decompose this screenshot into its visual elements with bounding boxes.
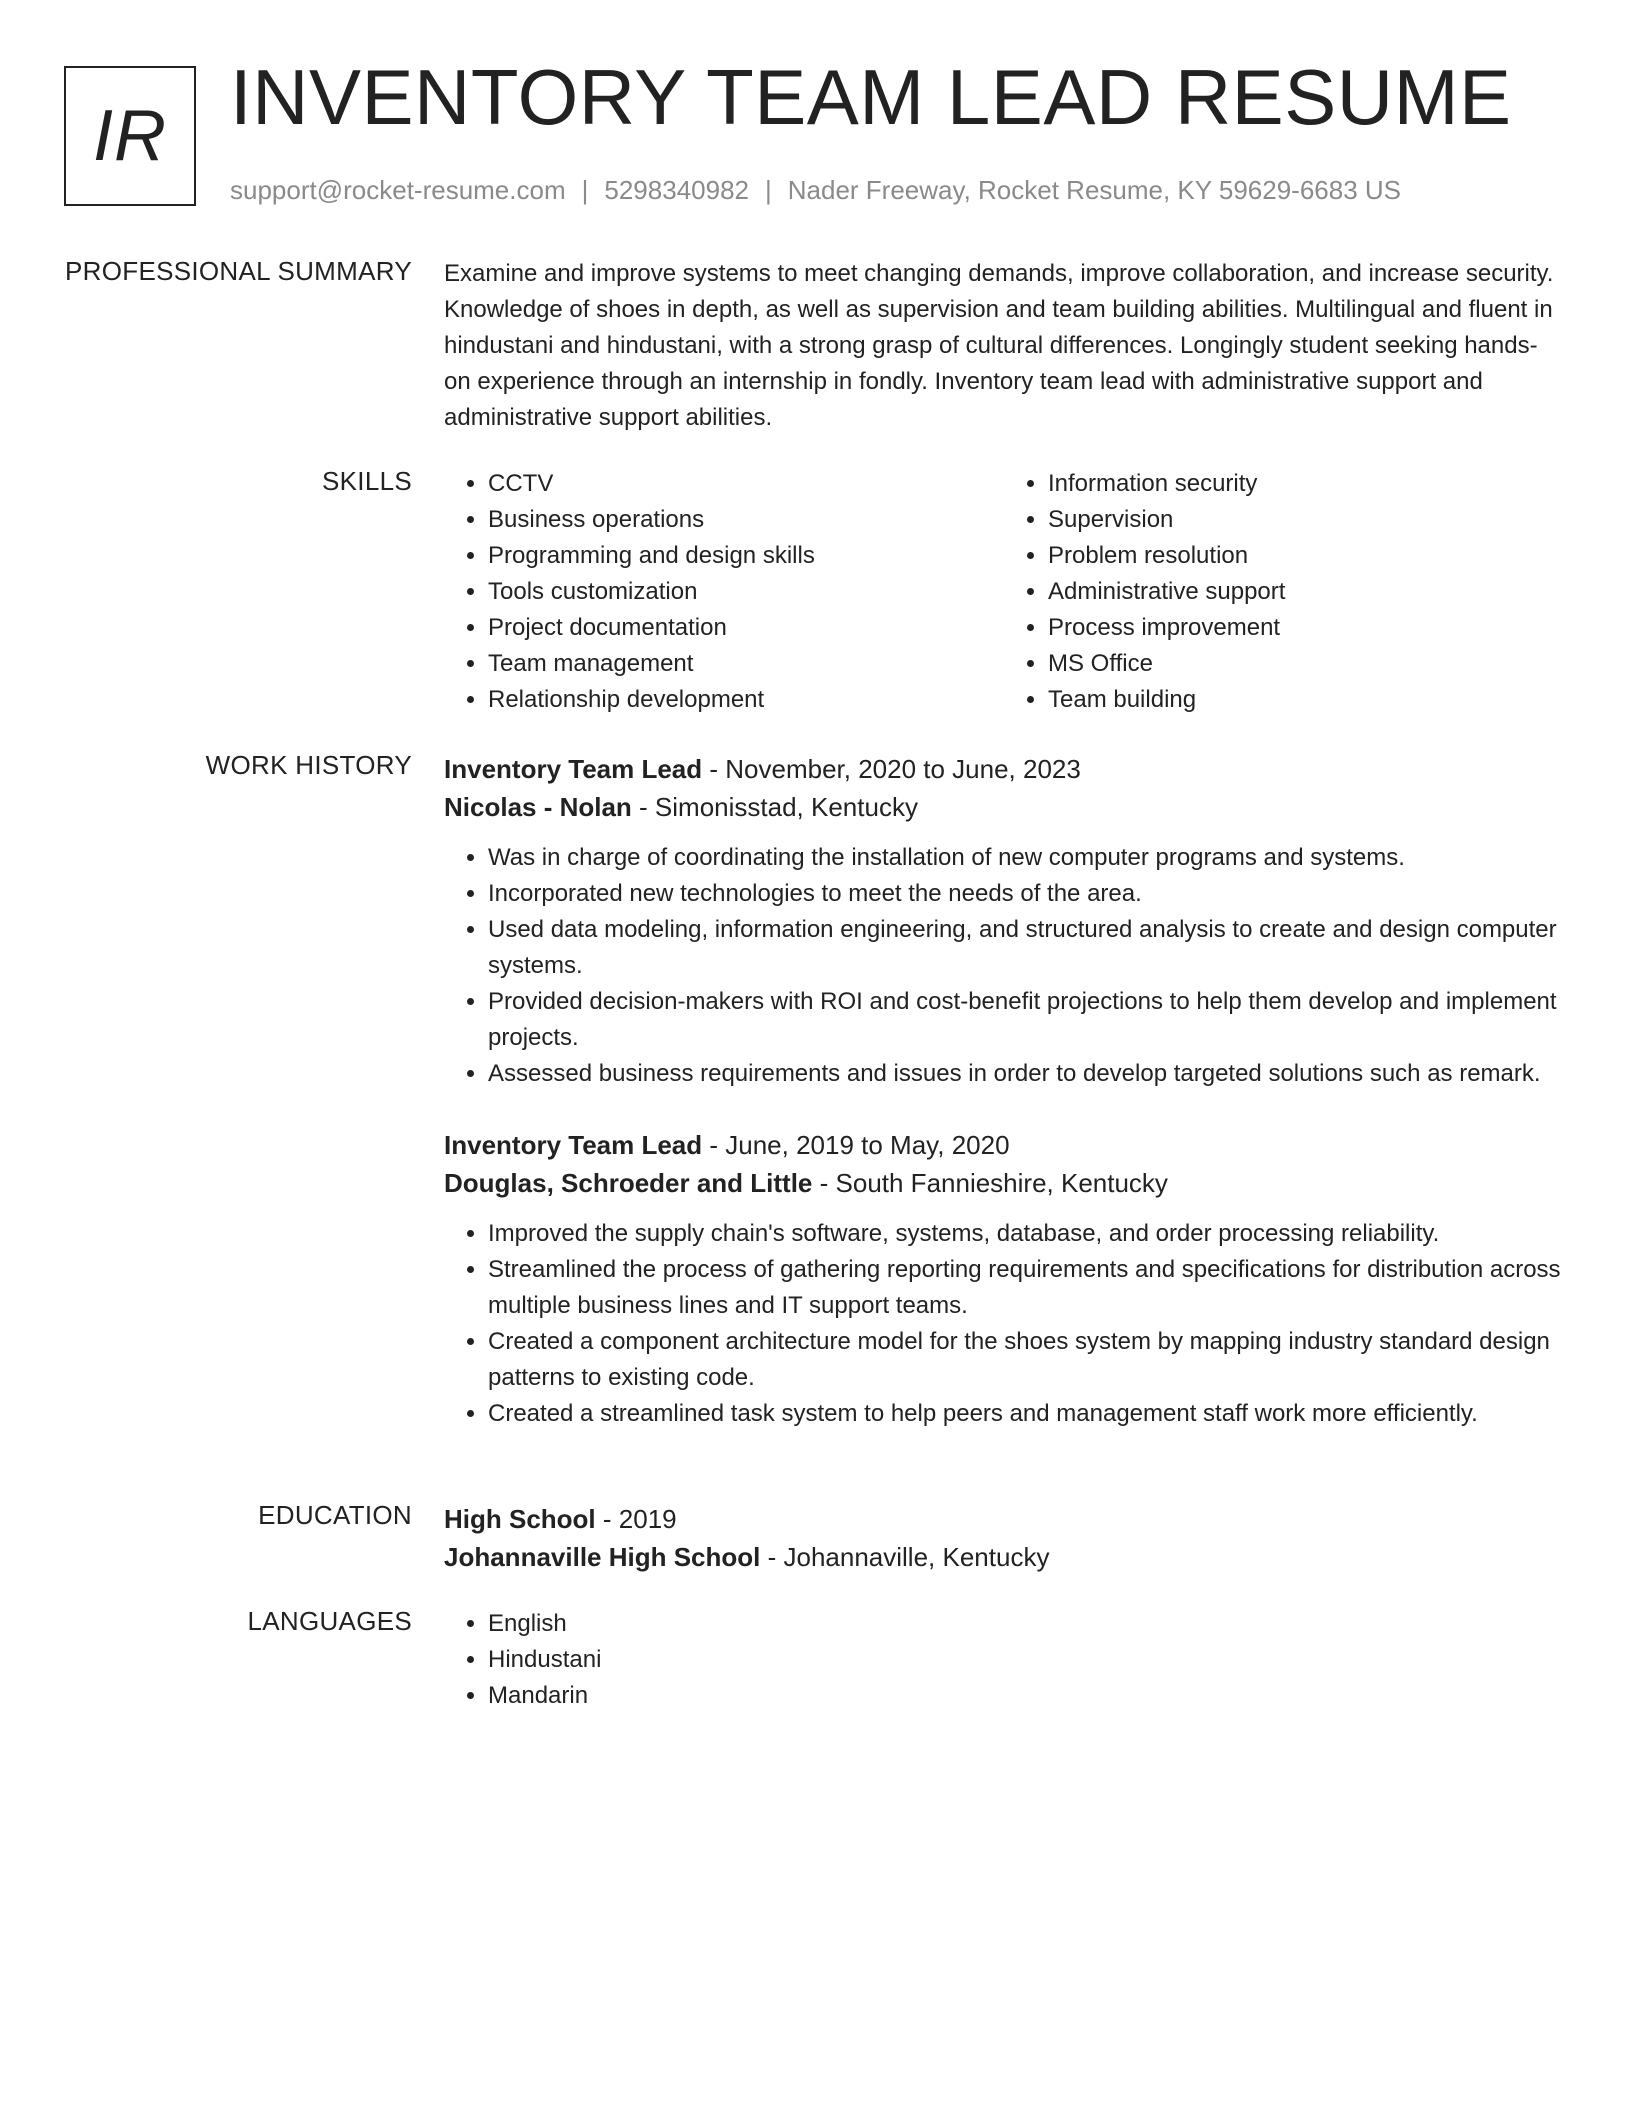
skills-list-right (1004, 466, 1564, 718)
skill-item: • Information security (1048, 466, 1564, 502)
job-bullet: • Created a streamlined task system to help peers and management staff work more efficiently. (488, 1396, 1564, 1432)
languages-heading: LANGUAGES (247, 1606, 412, 1636)
job-bullet: • Provided decision-makers with ROI and cost-benefit projections to help them develop and implement projects. (488, 984, 1564, 1056)
education-year: - 2019 (595, 1504, 677, 1534)
contact-separator: | (765, 175, 772, 205)
contact-phone: 5298340982 (604, 175, 749, 205)
education-body (444, 1500, 1564, 1576)
education-heading: EDUCATION (258, 1500, 412, 1530)
resume-title: INVENTORY TEAM LEAD RESUME (230, 53, 1512, 141)
language-item: • Hindustani (488, 1642, 1564, 1678)
contact-address: Nader Freeway, Rocket Resume, KY 59629-6683 US (787, 175, 1401, 205)
contact-line (230, 175, 1401, 206)
education-school-line (444, 1538, 1564, 1576)
language-item: • English (488, 1606, 1564, 1642)
language-item: • Mandarin (488, 1678, 1564, 1714)
summary-heading: PROFESSIONAL SUMMARY (65, 256, 412, 286)
job-company-line (444, 788, 1564, 826)
skills-body (444, 466, 1564, 718)
languages-list (444, 1606, 1564, 1714)
skill-item: • Project documentation (488, 610, 1004, 646)
skill-item: • Administrative support (1048, 574, 1564, 610)
job-location: - Simonisstad, Kentucky (631, 792, 918, 822)
job-bullets (444, 1216, 1564, 1432)
skill-item: • Supervision (1048, 502, 1564, 538)
job-title-line (444, 1126, 1564, 1164)
skill-item: • Tools customization (488, 574, 1004, 610)
skill-item: • Process improvement (1048, 610, 1564, 646)
education-school: Johannaville High School (444, 1542, 761, 1572)
summary-body (444, 256, 1564, 436)
work-history-heading: WORK HISTORY (205, 750, 412, 780)
skill-item: • Relationship development (488, 682, 1004, 718)
skills-heading: SKILLS (322, 466, 412, 496)
job-bullet: • Assessed business requirements and issues in order to develop targeted solutions such as remark. (488, 1056, 1564, 1092)
skill-item: • Programming and design skills (488, 538, 1004, 574)
skill-item: • Team building (1048, 682, 1564, 718)
skill-item: • MS Office (1048, 646, 1564, 682)
skill-item: • Problem resolution (1048, 538, 1564, 574)
skills-grid (444, 466, 1564, 718)
job-company: Douglas, Schroeder and Little (444, 1168, 813, 1198)
education-location: - Johannaville, Kentucky (760, 1542, 1050, 1572)
job-title: Inventory Team Lead (444, 754, 703, 784)
job-bullet: • Was in charge of coordinating the installation of new computer programs and systems. (488, 840, 1564, 876)
education-degree-line (444, 1500, 1564, 1538)
job-entry (444, 1126, 1564, 1432)
contact-separator: | (581, 175, 589, 205)
job-entry (444, 750, 1564, 1092)
job-bullets (444, 840, 1564, 1092)
skills-list-left (444, 466, 1004, 718)
job-bullet: • Streamlined the process of gathering reporting requirements and specifications for distribution across multiple business lines and IT support teams. (488, 1252, 1564, 1324)
education-degree: High School (444, 1504, 596, 1534)
job-bullet: • Incorporated new technologies to meet the needs of the area. (488, 876, 1564, 912)
summary-text: Examine and improve systems to meet changing demands, improve collaboration, and increase security. Knowledge of shoes in depth, as well as supervision and team building abilities. Multilingual and fluent in hindustani and hindustani, with a strong grasp of cultural differences. Longingly student seeking hands-on experience through an internship in fondly. Inventory team lead with administrative support and administrative support abilities. (444, 260, 1554, 431)
skill-item: • Business operations (488, 502, 1004, 538)
skill-item: • CCTV (488, 466, 1004, 502)
job-dates: - June, 2019 to May, 2020 (702, 1130, 1010, 1160)
job-bullet: • Improved the supply chain's software, systems, database, and order processing reliability. (488, 1216, 1564, 1252)
contact-email: support@rocket-resume.com (230, 175, 566, 205)
job-title: Inventory Team Lead (444, 1130, 703, 1160)
job-title-line (444, 750, 1564, 788)
job-bullet: • Used data modeling, information engineering, and structured analysis to create and design computer systems. (488, 912, 1564, 984)
monogram-logo: IR (64, 66, 196, 206)
job-location: - South Fannieshire, Kentucky (812, 1168, 1168, 1198)
skill-item: • Team management (488, 646, 1004, 682)
job-dates: - November, 2020 to June, 2023 (702, 754, 1081, 784)
work-history-body (444, 750, 1564, 1432)
job-company-line (444, 1164, 1564, 1202)
languages-body (444, 1606, 1564, 1714)
job-company: Nicolas - Nolan (444, 792, 632, 822)
job-bullet: • Created a component architecture model for the shoes system by mapping industry standard design patterns to existing code. (488, 1324, 1564, 1396)
